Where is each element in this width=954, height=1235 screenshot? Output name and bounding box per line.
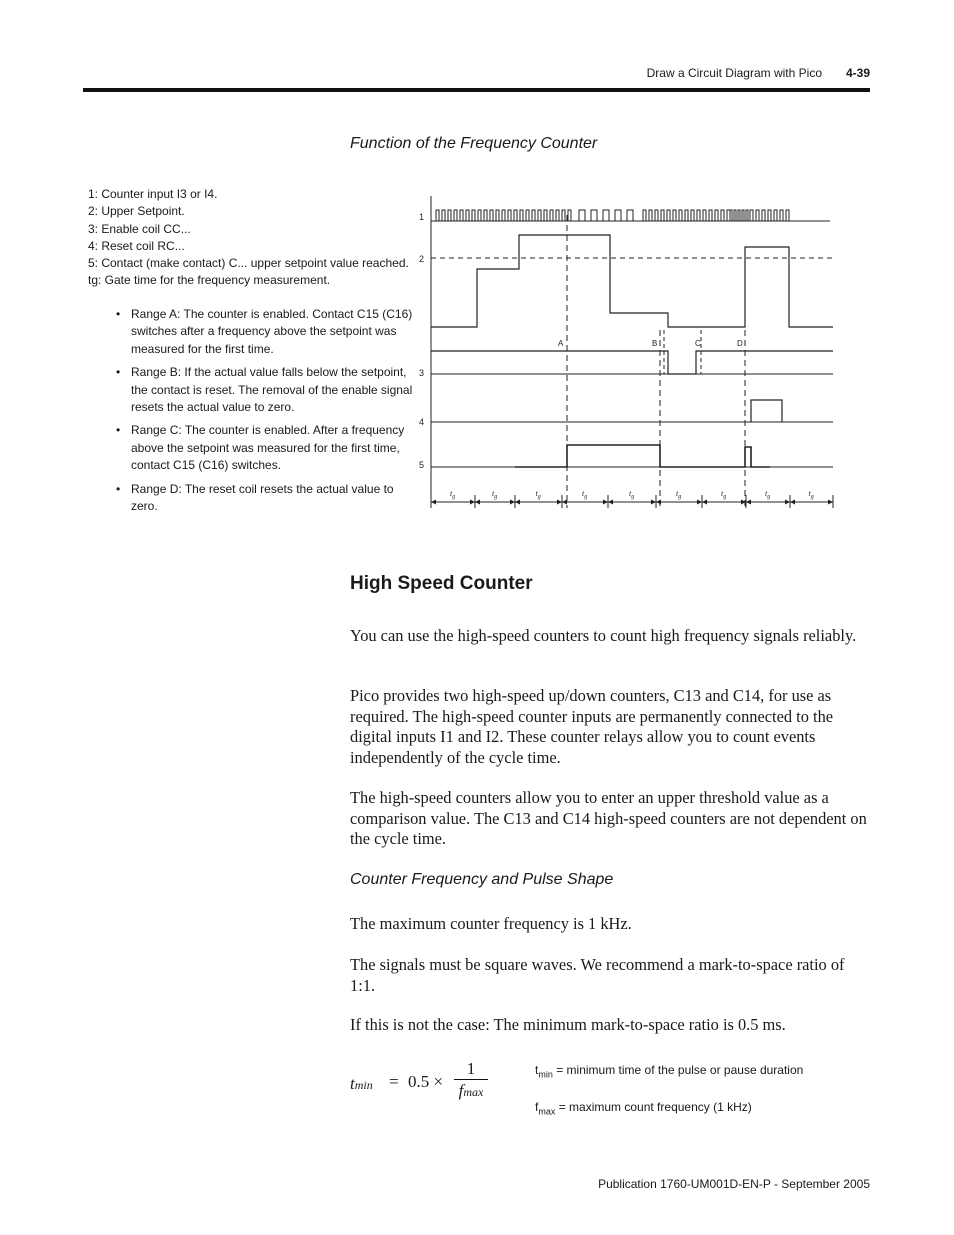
formula-numerator: 1 [454, 1058, 488, 1080]
legend-item: 4: Reset coil RC... [88, 238, 185, 253]
gate-time-subscript: g [452, 494, 456, 500]
page-number: 4-39 [845, 66, 870, 80]
row-label-5: 5 [419, 460, 425, 470]
gate-arrowhead [828, 500, 833, 505]
gate-time-subscript: g [767, 494, 771, 500]
paragraph: You can use the high-speed counters to count high frequency signals reliably. [350, 626, 857, 645]
formula-equals: = [389, 1072, 399, 1091]
gate-time-label: $t_g$ [721, 489, 727, 500]
gate-arrowhead [557, 500, 562, 505]
subsection-heading: Counter Frequency and Pulse Shape [350, 871, 614, 888]
legend-item: 5: Contact (make contact) C... upper setpoint value reached. [88, 256, 409, 271]
paragraph: Pico provides two high-speed up/down counters, C13 and C14, for use as required. The high-speed counter inputs are permanently connected to the digital inputs I1 and I2. These counter relays allow you to count events independently of the cycle time. [350, 686, 834, 767]
gate-time-label: $t_g$ [492, 489, 498, 500]
gate-time-subscript: g [537, 494, 541, 500]
marker-label-a: A [558, 339, 564, 348]
marker-label-b: B [652, 339, 658, 348]
gate-time-label: $t_g$ [535, 489, 541, 500]
gate-time-subscript: g [723, 494, 727, 500]
counter-pulse-train [436, 210, 789, 221]
range-bullet-list [114, 306, 414, 521]
gate-time-subscript: g [631, 494, 635, 500]
definition-tmin: $t_{min}$ = minimum time of the pulse or pause duration [535, 1063, 804, 1080]
formula-lhs: tmin [350, 1074, 373, 1093]
formula-coefficient: 0.5 × [408, 1072, 444, 1091]
gate-time-subscript: g [678, 494, 682, 500]
gate-time-subscript: g [584, 494, 588, 500]
gate-time-label: $t_g$ [765, 489, 771, 500]
tmin-formula [350, 1058, 500, 1108]
header-rule [83, 88, 870, 92]
gate-arrowhead [475, 500, 480, 505]
formula-denominator: fmax [458, 1081, 484, 1100]
timing-diagram [412, 190, 842, 515]
marker-label-c: C [695, 339, 701, 348]
gate-arrowhead [562, 500, 567, 505]
gate-arrowhead [790, 500, 795, 505]
gate-time-label: $t_g$ [450, 489, 456, 500]
paragraph: The high-speed counters allow you to enter an upper threshold value as a comparison value. The C13 and C14 high-speed counters are not dependent on the cycle time. [350, 788, 867, 848]
paragraph: The signals must be square waves. We recommend a mark-to-space ratio of 1:1. [350, 955, 845, 995]
gate-arrowhead [746, 500, 751, 505]
figure-legend [88, 186, 408, 290]
figure-caption: Function of the Frequency Counter [350, 135, 598, 152]
legend-item: 3: Enable coil CC... [88, 221, 191, 236]
row-label-4: 4 [419, 417, 425, 427]
gate-arrowhead [603, 500, 608, 505]
legend-item: 2: Upper Setpoint. [88, 204, 185, 219]
section-heading: High Speed Counter [350, 573, 533, 594]
gate-time-label: $t_g$ [808, 489, 814, 500]
footer-publication: Publication 1760-UM001D-EN-P - September 2005 [598, 1177, 870, 1191]
running-header-title: Draw a Circuit Diagram with Pico [646, 66, 822, 80]
gate-arrowhead [515, 500, 520, 505]
gate-time-label: $t_g$ [676, 489, 682, 500]
row-label-3: 3 [419, 368, 425, 378]
paragraph: If this is not the case: The minimum mark-to-space ratio is 0.5 ms. [350, 1015, 786, 1034]
gate-arrowhead [656, 500, 661, 505]
bullet-range-b: • Range B: If the actual value falls below the setpoint, the contact is reset. The removal of the enable signal resets the actual value to zero. [114, 364, 414, 416]
bullet-range-d: • Range D: The reset coil resets the actual value to zero. [114, 481, 414, 516]
gate-time-label: $t_g$ [629, 489, 635, 500]
gate-arrowhead [510, 500, 515, 505]
row-label-1: 1 [419, 212, 425, 222]
gate-arrowhead [651, 500, 656, 505]
gate-arrowhead [431, 500, 436, 505]
gate-arrowhead [470, 500, 475, 505]
bullet-range-c: • Range C: The counter is enabled. After a frequency above the setpoint was measured for the first time, contact C15 (C16) switches. [114, 422, 414, 474]
gate-arrowhead [697, 500, 702, 505]
legend-item: 1: Counter input I3 or I4. [88, 187, 218, 201]
gate-time-subscript: g [494, 494, 498, 500]
gate-time-label: $t_g$ [582, 489, 588, 500]
row-label-2: 2 [419, 254, 425, 264]
formula-fraction [454, 1058, 488, 1103]
definition-fmax: $f_{max}$ = maximum count frequency (1 kHz) [535, 1100, 752, 1117]
gate-arrowhead [608, 500, 613, 505]
gate-time-subscript: g [810, 494, 814, 500]
gate-arrowhead [785, 500, 790, 505]
marker-label-d: D [737, 339, 743, 348]
paragraph: The maximum counter frequency is 1 kHz. [350, 914, 632, 933]
bullet-range-a: • Range A: The counter is enabled. Contact C15 (C16) switches after a frequency above the setpoint was measured for the first time. [114, 306, 414, 358]
legend-item: tg: Gate time for the frequency measurement. [88, 273, 331, 288]
gate-arrowhead [702, 500, 707, 505]
